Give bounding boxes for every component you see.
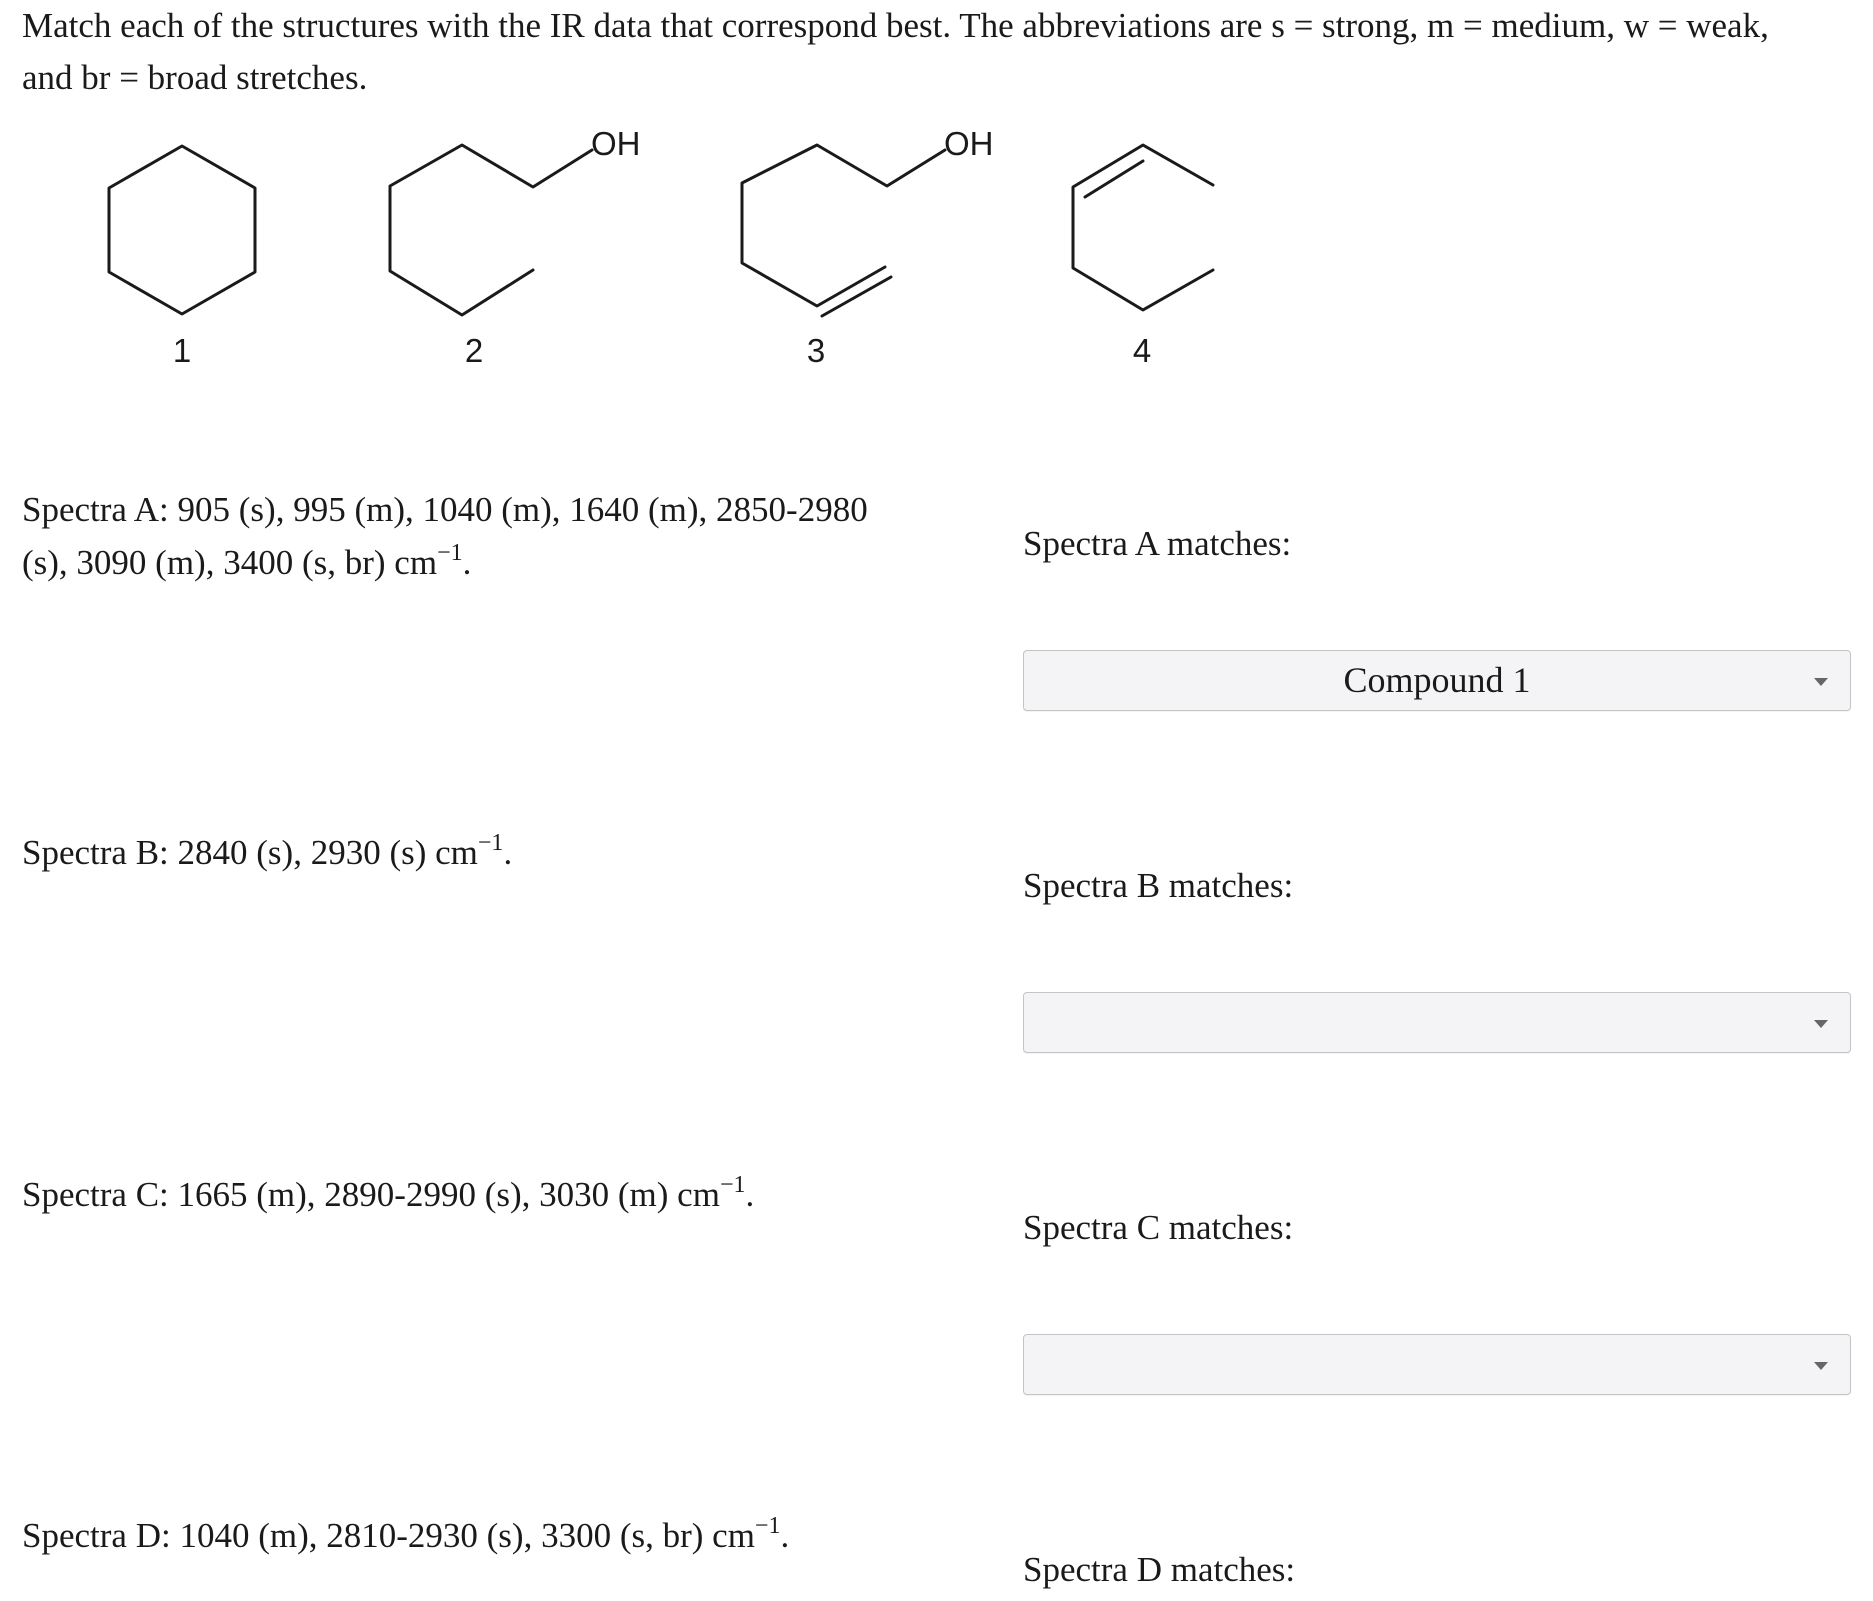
spectrum-c-end: . <box>745 1175 755 1214</box>
butanol-chain <box>390 145 592 315</box>
instructions-line-1: Match each of the structures with the IR data that correspond best. The abbreviations are s = strong, m = medium, w = weak, <box>22 6 1769 45</box>
spectrum-b-select[interactable] <box>1023 992 1851 1053</box>
spectrum-a-select[interactable] <box>1023 650 1851 711</box>
spectrum-d-text <box>22 1509 922 1562</box>
caret-down-icon <box>1814 1020 1828 1028</box>
cyclohexane-ring <box>109 146 255 314</box>
cyclohexene-double-bond <box>1085 161 1143 197</box>
spectrum-a-match-label: Spectra A matches: <box>1023 524 1292 563</box>
spectrum-d-exponent: −1 <box>754 1513 781 1539</box>
instructions <box>22 0 1852 104</box>
spectrum-a-exponent: −1 <box>437 540 463 566</box>
spectrum-c-text <box>22 1168 922 1221</box>
butenol-chain <box>742 145 945 306</box>
structure-3-oh-label: OH <box>944 125 994 162</box>
structure-4-number: 4 <box>1132 332 1152 369</box>
spectrum-d-end: . <box>780 1516 790 1555</box>
cyclohexene-fragment <box>1073 145 1213 310</box>
spectrum-c-exponent: −1 <box>719 1172 746 1198</box>
spectrum-c-data: Spectra C: 1665 (m), 2890-2990 (s), 3030 (m) cm <box>22 1175 720 1214</box>
spectrum-a-selected-value: Compound 1 <box>1343 660 1531 700</box>
spectrum-a-text <box>22 483 922 589</box>
caret-down-icon <box>1814 1362 1828 1370</box>
structure-2-number: 2 <box>464 332 484 369</box>
structure-2-oh-label: OH <box>591 125 641 162</box>
spectrum-d-data: Spectra D: 1040 (m), 2810-2930 (s), 3300 (s, br) cm <box>22 1516 755 1555</box>
spectrum-b-match-label: Spectra B matches: <box>1023 866 1294 905</box>
spectrum-b-text <box>22 826 922 879</box>
structure-1-number: 1 <box>172 332 192 369</box>
spectrum-a-end: . <box>462 543 472 582</box>
spectrum-b-exponent: −1 <box>477 830 504 856</box>
spectrum-d-match-label: Spectra D matches: <box>1023 1550 1296 1589</box>
spectrum-b-end: . <box>503 833 513 872</box>
structures-panel <box>0 110 1873 390</box>
structures-drawing <box>0 110 1873 390</box>
spectrum-b-selected-value <box>1024 993 1850 1051</box>
spectrum-c-select[interactable] <box>1023 1334 1851 1395</box>
caret-down-icon <box>1814 678 1828 686</box>
instructions-line-2: and br = broad stretches. <box>22 58 368 97</box>
spectrum-a-data: Spectra A: 905 (s), 995 (m), 1040 (m), 1640 (m), 2850-2980 (s), 3090 (m), 3400 (s, br) cm <box>22 490 868 582</box>
spectrum-c-selected-value <box>1024 1335 1850 1393</box>
structure-3-number: 3 <box>806 332 826 369</box>
spectrum-c-match-label: Spectra C matches: <box>1023 1208 1294 1247</box>
spectrum-b-data: Spectra B: 2840 (s), 2930 (s) cm <box>22 833 478 872</box>
